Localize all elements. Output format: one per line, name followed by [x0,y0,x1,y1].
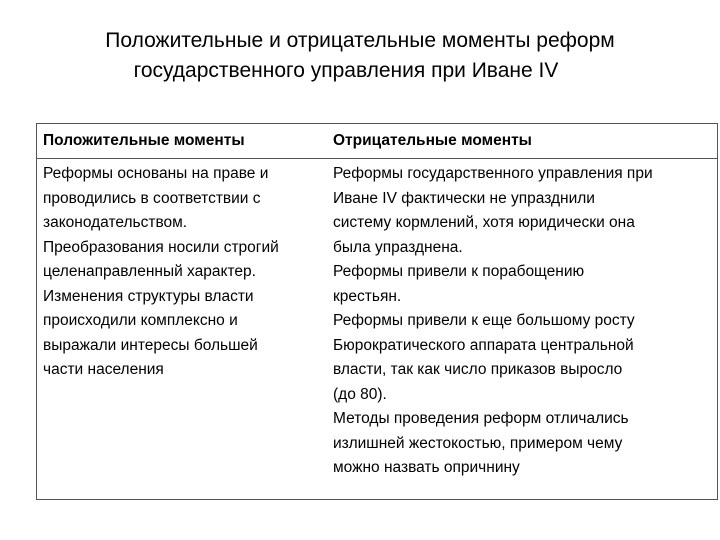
negative-line: можно назвать опричнину [333,459,520,476]
positive-line: законодательством. [43,214,188,231]
negative-line: Реформы государственного управления при [333,165,653,182]
negative-line: Бюрократического аппарата центральной [333,336,634,354]
positive-line: Преобразования носили строгий [43,238,279,256]
negative-line: Реформы привели к еще большому росту [333,312,635,329]
negative-line: излишней жестокостью, примером чему [333,434,623,452]
negative-line: систему кормлений, хотя юридически она [333,214,635,231]
negative-line: Иване IV фактически не упразднили [333,189,595,207]
page-title [20,26,700,86]
negative-line: Реформы привели к порабощению [333,263,585,280]
title-line-1: Положительные и отрицательные моменты реформ [105,29,615,52]
negative-cell [333,162,653,481]
negative-line: Методы проведения реформ отличались [333,410,629,427]
positive-line: проводились в соответствии с [43,189,261,207]
positive-line: выражали интересы большей [43,336,258,354]
positive-cell [43,162,279,383]
positive-line: Реформы основаны на праве и [43,165,269,182]
table-header-row [37,124,717,159]
positive-line: целенаправленный характер. [43,263,256,280]
negative-line: крестьян. [333,287,402,305]
header-negative: Отрицательные моменты [333,132,532,149]
negative-line: была упразднена. [333,238,463,256]
negative-line: власти, так как число приказов выросло [333,361,623,378]
header-positive: Положительные моменты [43,132,245,149]
positive-line: части населения [43,361,164,378]
positive-line: происходили комплексно и [43,312,238,329]
comparison-table [36,123,718,500]
title-line-2: государственного управления при Иване IV [133,59,559,82]
positive-line: Изменения структуры власти [43,287,254,305]
negative-line: (до 80). [333,385,387,403]
